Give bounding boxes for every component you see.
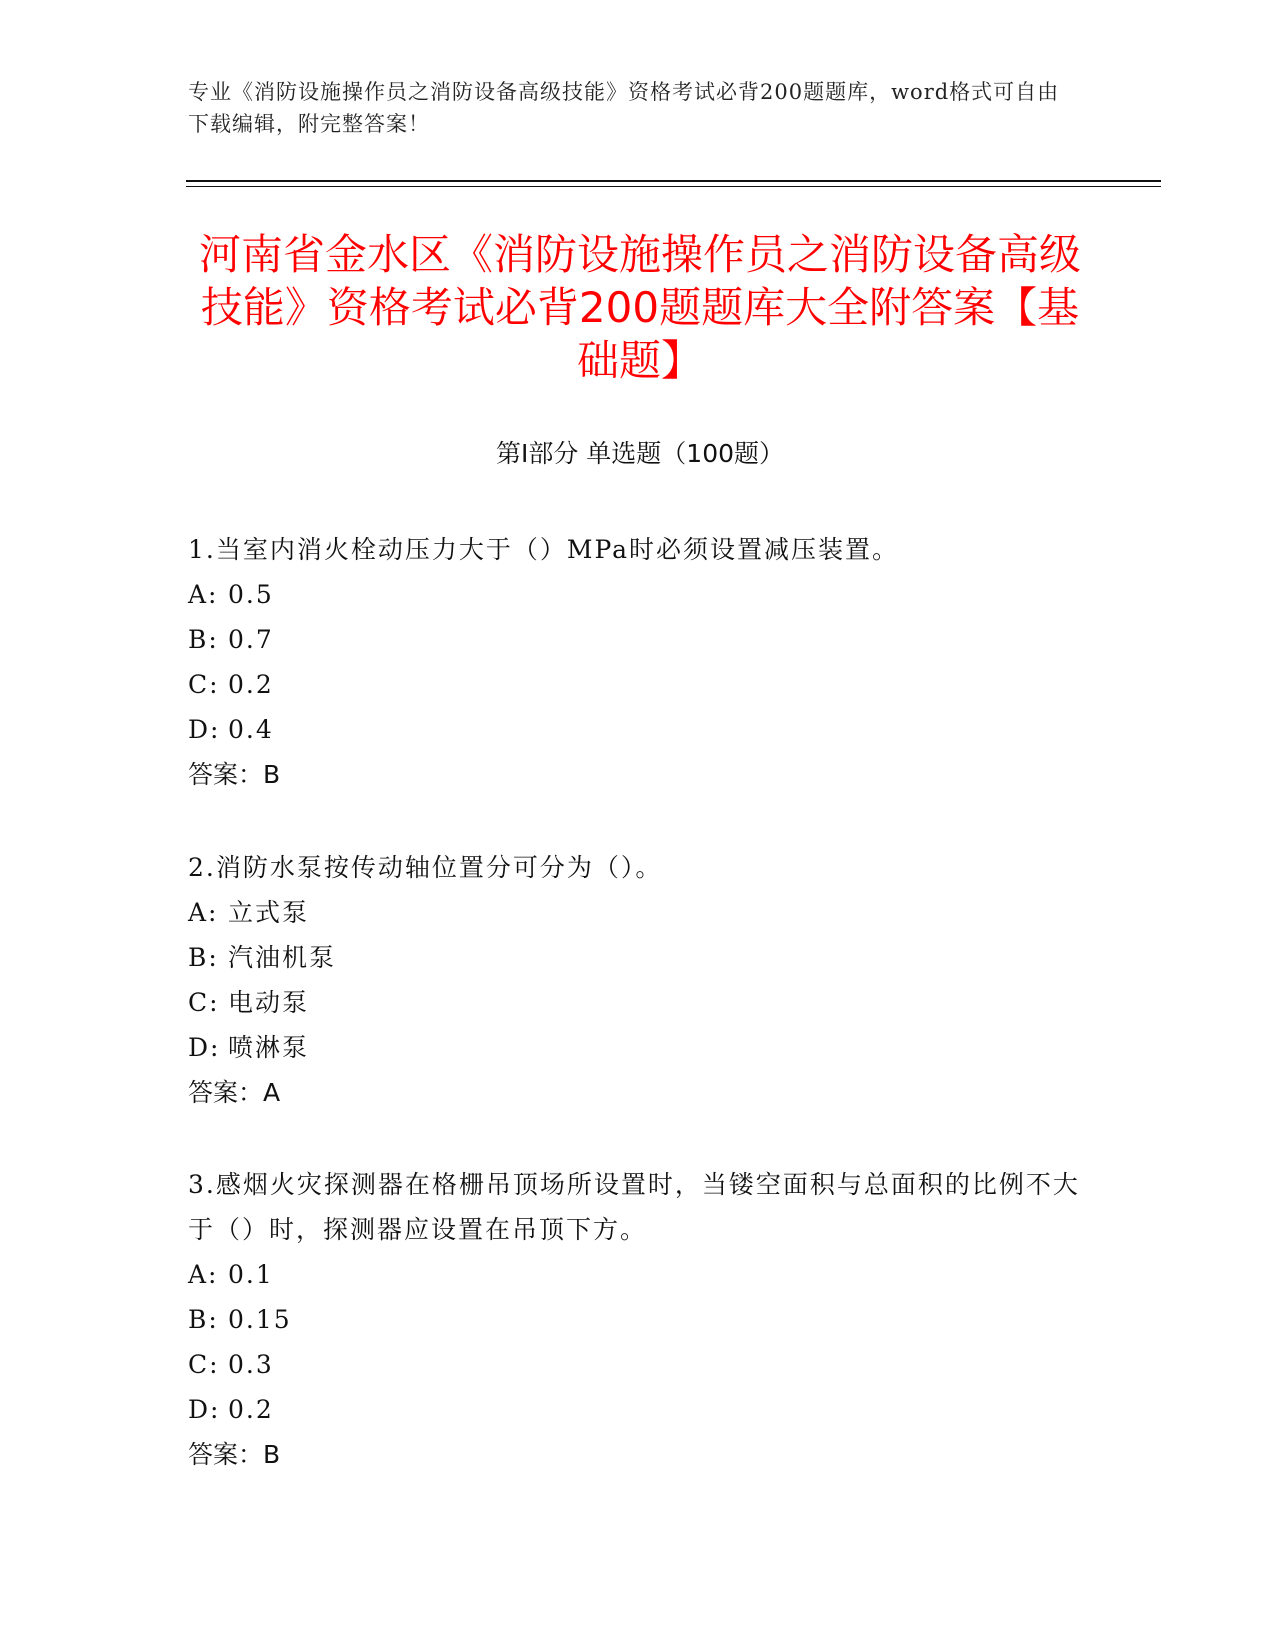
option-d [188, 1387, 1088, 1432]
document-title: 河南省金水区《消防设施操作员之消防设备高级技能》资格考试必背200题题库大全附答案【基础题】 [198, 230, 1081, 385]
option-text: 0.15 [228, 1305, 292, 1334]
option-text: 0.2 [228, 1395, 274, 1424]
question-stem: 2.消防水泵按传动轴位置分可分为（）。 [188, 853, 663, 882]
answer-line: 答案：B [188, 760, 281, 789]
option-letter: A: [188, 580, 219, 609]
section-heading: 第I部分 单选题（100题） [495, 439, 785, 468]
option-letter: B: [188, 1305, 219, 1334]
option-letter: B: [188, 943, 219, 972]
option-a [188, 1252, 1088, 1297]
option-text: 立式泵 [228, 898, 310, 927]
option-d [188, 1025, 1088, 1070]
header-divider-thick [186, 180, 1161, 182]
option-text: 0.3 [228, 1350, 274, 1379]
option-text: 电动泵 [228, 988, 310, 1017]
option-text: 0.1 [228, 1260, 274, 1289]
question-3 [188, 1162, 1088, 1477]
option-text: 0.5 [228, 580, 274, 609]
option-text: 0.7 [228, 625, 274, 654]
option-text: 0.2 [228, 670, 274, 699]
option-letter: D: [188, 1033, 221, 1062]
option-c [188, 1342, 1088, 1387]
option-letter: C: [188, 670, 220, 699]
option-text: 0.4 [228, 715, 274, 744]
option-c [188, 662, 1088, 707]
header-note: 专业《消防设施操作员之消防设备高级技能》资格考试必背200题题库，word格式可自由下载编辑，附完整答案！ [188, 80, 1060, 136]
question-1 [188, 527, 1088, 797]
option-c [188, 980, 1088, 1025]
option-text: 喷淋泵 [228, 1033, 310, 1062]
option-b [188, 1297, 1088, 1342]
option-b [188, 617, 1088, 662]
option-text: 汽油机泵 [228, 943, 337, 972]
answer-line: 答案：A [188, 1078, 281, 1107]
header-divider-thin [186, 186, 1161, 187]
option-letter: A: [188, 898, 219, 927]
question-stem: 3.感烟火灾探测器在格栅吊顶场所设置时，当镂空面积与总面积的比例不大于（）时，探测器应设置在吊顶下方。 [188, 1170, 1080, 1244]
option-a [188, 890, 1088, 935]
option-letter: D: [188, 1395, 221, 1424]
option-letter: B: [188, 625, 219, 654]
question-stem: 1.当室内消火栓动压力大于（）MPa时必须设置减压装置。 [188, 535, 900, 564]
option-a [188, 572, 1088, 617]
question-2 [188, 845, 1088, 1115]
option-d [188, 707, 1088, 752]
option-b [188, 935, 1088, 980]
answer-line: 答案：B [188, 1440, 281, 1469]
option-letter: C: [188, 988, 220, 1017]
option-letter: D: [188, 715, 221, 744]
option-letter: C: [188, 1350, 220, 1379]
option-letter: A: [188, 1260, 219, 1289]
